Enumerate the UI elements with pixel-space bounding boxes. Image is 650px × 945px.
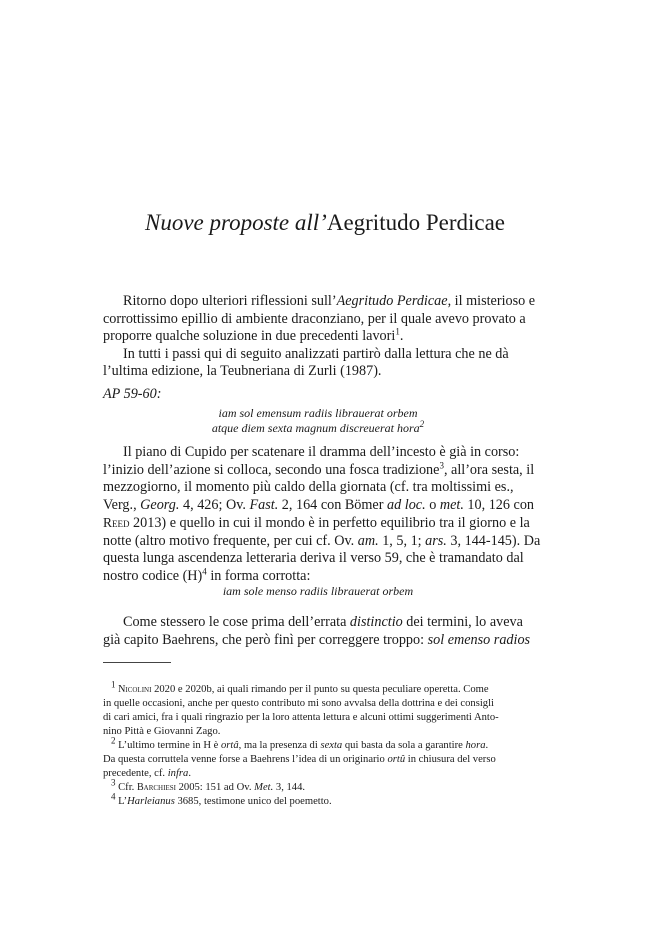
- p2-line: l’inizio dell’azione si colloca, secondo una fosca tradizione$^3$, all’ora sesta, il: [103, 459, 535, 478]
- footnote-1-line: nino Pittà e Giovanni Zago.: [103, 726, 221, 737]
- p2-line: Verg., Georg. 4, 426; Ov. Fast. 2, 164 con Bömer ad loc. o met. 10, 126 con: [103, 496, 535, 513]
- footnotes: [103, 679, 525, 809]
- footnote-2-line: Da questa corruttela venne forse a Baehrens l’idea di un originario ortû in chiusura del verso: [103, 754, 496, 765]
- verse-quote-2: [103, 584, 533, 599]
- intro-line: In tutti i passi qui di seguito analizzati partirò dalla lettura che ne dà: [123, 345, 509, 362]
- chapter-title-italic: Nuove proposte all’: [144, 210, 327, 235]
- intro-line: corrottissimo epillio di ambiente draconziano, per il quale avevo provato a: [103, 310, 526, 327]
- p3-line: già capito Baehrens, che però finì per correggere troppo: sol emenso radios: [103, 631, 531, 648]
- intro-line: l’ultima edizione, la Teubneriana di Zurli (1987).: [103, 363, 382, 379]
- p2-line: Reed 2013) e quello in cui il mondo è in perfetto equilibrio tra il giorno e la: [103, 515, 530, 531]
- verse-line: atque diem sexta magnum discreuerat hora$^2$: [211, 419, 425, 435]
- footnote-4: $^4$ L’Harleianus 3685, testimone unico del poemetto.: [110, 791, 332, 807]
- chapter-title-work: Aegritudo Perdicae: [326, 210, 506, 235]
- intro-line: Ritorno dopo ulteriori riflessioni sull’Aegritudo Perdicae, il misterioso e: [123, 293, 536, 309]
- section-label: AP 59-60:: [103, 386, 162, 402]
- p2-line: Il piano di Cupido per scatenare il dramma dell’incesto è già in corso:: [123, 444, 520, 460]
- footnote-2: $^2$ L’ultimo termine in H è ortâ, ma la presenza di sexta qui basta da sola a garantire hora.: [110, 735, 489, 751]
- footnote-ref-1: 1: [395, 326, 400, 337]
- paragraph-3: [103, 614, 531, 649]
- footnote-2-line: precedente, cf. infra.: [103, 768, 191, 779]
- footnote-1: $^1$ Nicolini 2020 e 2020b, ai quali rimando per il punto su questa peculiare operetta. Come: [110, 679, 489, 695]
- chapter-title: [0, 210, 650, 236]
- verse-line: iam sol emensum radiis librauerat orbem: [218, 406, 418, 420]
- p2-line: questa lunga ascendenza letteraria deriva il verso 59, che è tramandato dal: [103, 550, 524, 566]
- footnote-ref-3: 3: [439, 459, 444, 470]
- footnote-separator: [103, 662, 171, 663]
- intro-line: proporre qualche soluzione in due precedenti lavori$^1$.: [103, 326, 404, 344]
- intro-paragraph: [103, 293, 536, 381]
- paragraph-2: [103, 444, 541, 585]
- p2-line: nostro codice $(H)^4$ in forma corrotta:: [103, 565, 311, 584]
- p3-line: Come stessero le cose prima dell’errata distinctio dei termini, lo aveva: [123, 614, 523, 630]
- footnote-ref-2: 2: [419, 419, 425, 429]
- footnote-ref-4: 4: [202, 565, 207, 576]
- footnote-1-line: di cari amici, fra i quali ringrazio per la loro attenta lettura e alcuni ottimi suggerimenti Anto-: [103, 712, 499, 723]
- footnote-1-line: in quelle occasioni, anche per questo contributo mi sono avvalsa della dottrina e dei consigli: [103, 698, 494, 709]
- p2-line: mezzogiorno, il momento più caldo della giornata (cf. tra moltissimi es.,: [103, 479, 514, 495]
- p2-line: notte (altro motivo frequente, per cui cf. Ov. am. 1, 5, 1; ars. 3, 144-145). Da: [103, 532, 541, 549]
- footnote-3: $^3$ Cfr. Barchiesi 2005: 151 ad Ov. Met. 3, 144.: [110, 777, 306, 793]
- verse-quote-1: [103, 406, 533, 436]
- verse-line: iam sole menso radiis librauerat orbem: [222, 584, 414, 598]
